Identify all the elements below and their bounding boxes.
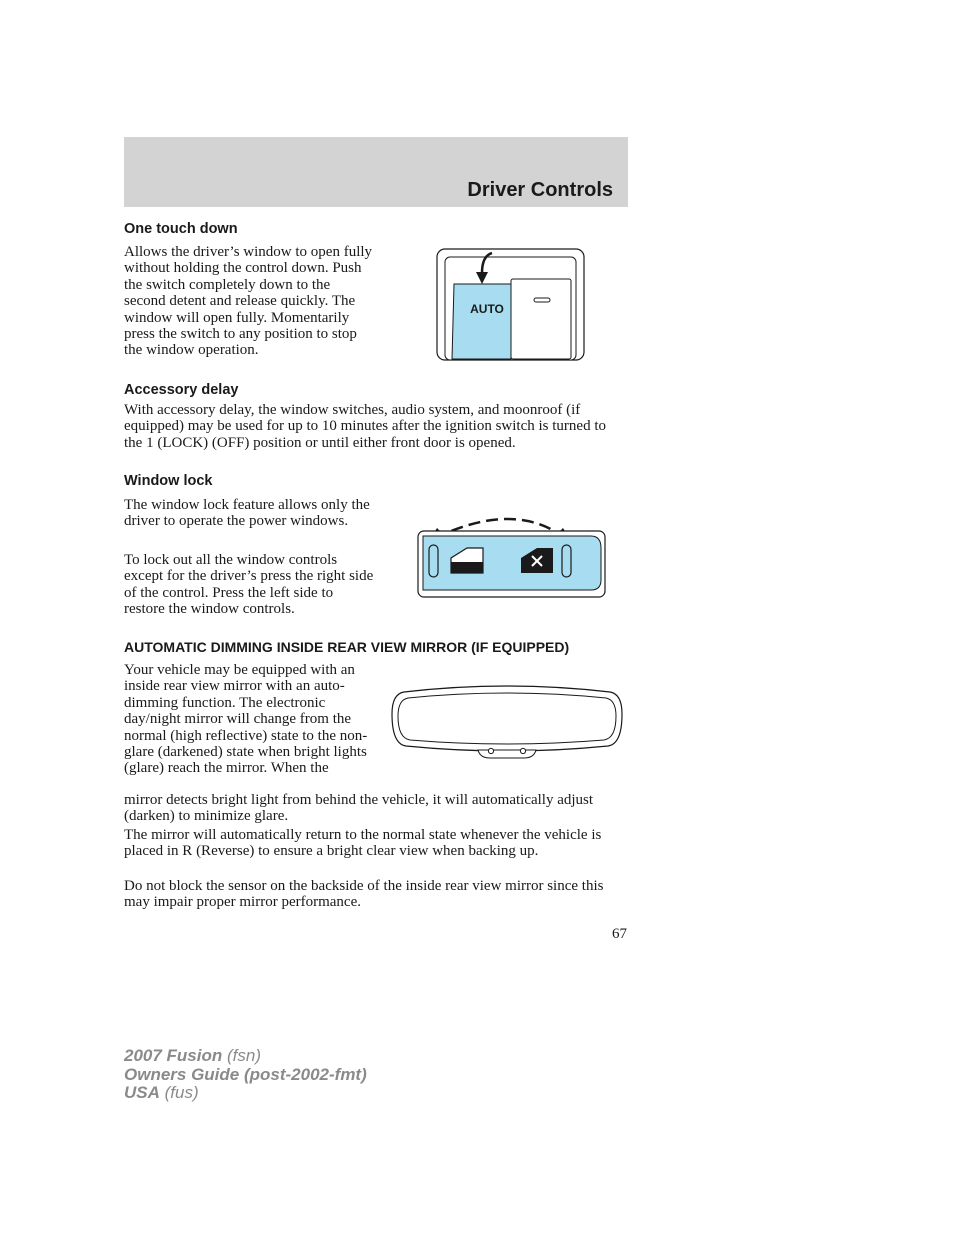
paragraph-window-lock-1: The window lock feature allows only the driver to operate the power windows. bbox=[124, 497, 370, 530]
section-title: Driver Controls bbox=[467, 179, 613, 201]
document-footer bbox=[124, 1047, 367, 1103]
mirror-indicator-icon bbox=[520, 748, 525, 753]
paragraph-mirror-2: The mirror will automatically return to the normal state whenever the vehicle is placed in R (Reverse) to ensure a bright clear view when backing up. bbox=[124, 827, 602, 860]
paragraph-one-touch-down: Allows the driver’s window to open fully without holding the control down. Push the switch completely down to the second detent and release quickly. The window will open fully. Momentarily press the switch to any position to stop the window operation. bbox=[124, 244, 373, 359]
footer-guide: Owners Guide (post-2002-fmt) bbox=[124, 1064, 367, 1084]
paragraph-mirror-1-continued: mirror detects bright light from behind the vehicle, it will automatically adjust (darken) to minimize glare. bbox=[124, 792, 594, 825]
footer-model-code: (fsn) bbox=[227, 1046, 261, 1065]
heading-accessory-delay: Accessory delay bbox=[124, 382, 239, 398]
paragraph-mirror-3: Do not block the sensor on the backside of the inside rear view mirror since this may impair proper mirror performance. bbox=[124, 878, 604, 911]
heading-auto-dimming-mirror: AUTOMATIC DIMMING INSIDE REAR VIEW MIRROR (IF EQUIPPED) bbox=[124, 639, 570, 655]
auto-label: AUTO bbox=[470, 302, 504, 316]
paragraph-window-lock-2: To lock out all the window controls except for the driver’s press the right side of the control. Press the left side to restore the window controls. bbox=[124, 552, 374, 618]
heading-one-touch-down: One touch down bbox=[124, 221, 238, 237]
page-number: 67 bbox=[612, 926, 627, 942]
footer-region-code: (fus) bbox=[164, 1083, 199, 1102]
rear-view-mirror-illustration bbox=[390, 684, 624, 760]
section-header bbox=[124, 137, 628, 207]
footer-region: USA bbox=[124, 1083, 160, 1102]
mirror-sensor-icon bbox=[488, 748, 493, 753]
paragraph-mirror-1: Your vehicle may be equipped with an inside rear view mirror with an auto-dimming function. The electronic day/night mirror will change from the normal (high reflective) state to the non-glare (darkened) state when bright lights (glare) reach the mirror. When the bbox=[124, 662, 368, 777]
window-lock-switch-illustration bbox=[415, 508, 610, 600]
footer-model: 2007 Fusion bbox=[124, 1046, 223, 1065]
paragraph-accessory-delay: With accessory delay, the window switches, audio system, and moonroof (if equipped) may be used for up to 10 minutes after the ignition switch is turned to the 1 (LOCK) (OFF) position or until either front door is opened. bbox=[124, 402, 606, 451]
heading-window-lock: Window lock bbox=[124, 473, 213, 489]
auto-window-switch-illustration bbox=[436, 248, 586, 362]
